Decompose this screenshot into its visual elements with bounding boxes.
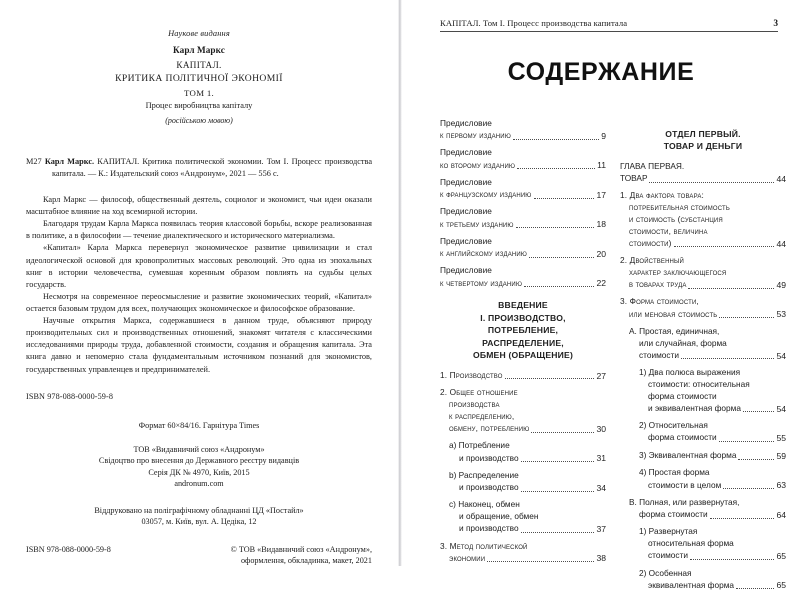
toc-entry-line [440,236,606,248]
toc-entry-line [620,267,786,279]
toc-entry-label: к распределению, [449,410,515,421]
toc-leader-dots [725,222,784,223]
toc-entry-label: b) Распределение [449,469,519,480]
toc-entry[interactable] [620,497,786,521]
colophon-footer [26,544,372,567]
toc-entry-line [440,189,606,201]
toc-entry-page: 17 [596,189,606,200]
toc-entry-label: 3. Метод политической [440,540,528,551]
toc-entry-label: Предисловие [440,265,492,276]
toc-leader-dots [529,256,594,258]
publisher-website: andronum.com [174,479,224,489]
copyright-block [231,544,372,567]
toc-entry-line [440,248,606,260]
toc-leader-dots [505,377,594,379]
imprint-language-note: (російською мовою) [165,116,233,126]
toc-entry-label: и стоимость (субстанция [629,213,723,224]
toc-entry-label: 1) Два полюса выражения [639,367,741,378]
toc-leader-dots [540,520,603,521]
toc-entry-page: 55 [776,433,786,444]
printing-address: 03057, м. Київ, вул. А. Цедіка, 12 [141,517,257,527]
toc-entry-label: стоимости [648,550,689,561]
toc-entry-label: в товарах труда [629,279,687,290]
copyright-line-1: © ТОВ «Видавничий союз «Андронум», [230,544,372,554]
toc-entry-line [440,499,606,511]
toc-leader-dots [520,396,604,397]
toc-leader-dots [688,287,773,289]
toc-entry-page: 18 [596,219,606,230]
toc-leader-dots [513,138,599,140]
toc-leader-dots [723,487,774,489]
toc-entry-line [440,440,606,452]
toc-entry-line [620,202,786,214]
toc-entry-line [440,277,606,289]
cip-rest: КАПИТАЛ. Критика политической экономии. Том I. Процесс производства капитала. — К.: Издательский союз «Андронум», 2021 — 556 с. [52,157,372,179]
toc-leader-dots [738,458,773,460]
toc-entry-line [620,497,786,509]
toc-leader-dots [729,346,784,347]
toc-leader-dots [494,215,604,216]
toc-entry-label: к английскому изданию [440,248,528,259]
toc-entry-line [440,159,606,171]
toc-leader-dots [521,460,594,462]
toc-entry[interactable] [620,326,786,362]
toc-entry-page: 9 [601,130,606,141]
toc-entry-line [440,118,606,130]
toc-entry-label: 1. Производство [440,370,503,381]
toc-entry-label: или меновая стоимость [629,308,718,319]
toc-entry-label: ТОВАР [620,173,648,184]
toc-leader-dots [710,429,784,430]
toc-group-heading-line: ПОТРЕБЛЕНИЕ, [487,325,559,336]
toc-leader-dots [521,531,594,533]
toc-leader-dots [710,517,774,519]
toc-entry-line [440,218,606,230]
toc-entry[interactable] [620,190,786,249]
toc-leader-dots [521,490,594,492]
toc-entry-label: ГЛАВА ПЕРВАЯ. [620,160,685,171]
toc-entry-line [440,523,606,535]
toc-entry-line [440,423,606,435]
toc-entry[interactable] [620,420,786,444]
toc-entry-page: 38 [596,553,606,564]
toc-entry[interactable] [440,387,606,435]
toc-entry-line [620,420,786,432]
toc-entry-line [620,579,786,591]
toc-entry-line [620,238,786,250]
toc-entry-label: 2. Двойственный [620,255,684,266]
isbn-upper: ISBN 978-088-0000-59-8 [26,391,114,401]
toc-entry-line [620,538,786,550]
toc-leader-dots [681,357,774,359]
copyright-line-2: оформлення, обкладинка, макет, 2021 [240,556,372,566]
publisher-name: ТОВ «Видавничий союз «Андронум» [133,444,265,454]
toc-entry[interactable] [440,177,606,201]
toc-entry-line [620,226,786,238]
toc-leader-dots [521,478,604,479]
toc-entry[interactable] [620,467,786,491]
toc-leader-dots [686,169,783,170]
toc-entry-line [440,147,606,159]
toc-leader-dots [522,508,604,509]
toc-leader-dots [742,376,783,377]
toc-entry[interactable] [440,118,606,142]
toc-entry-label: и производство [459,523,519,534]
printing-facility: Віддруковано на поліграфічному обладнанні ЦД «Постайл» [94,505,304,515]
toc-entry-line [620,450,786,462]
toc-entry-page: 44 [776,173,786,184]
toc-leader-dots [487,560,594,562]
toc-leader-dots [736,547,784,548]
toc-entry-line [620,173,786,185]
toc-entry-label: и обращение, обмен [459,511,539,522]
toc-entry-line [620,403,786,415]
toc-entry-label: к первому изданию [440,130,511,141]
toc-leader-dots [719,316,774,318]
toc-leader-dots [494,126,604,127]
toc-entry-page: 65 [776,580,786,591]
toc-entry[interactable] [440,499,606,535]
toc-entry-label: A. Простая, единичная, [629,325,720,336]
toc-entry-line [620,432,786,444]
cip-author: Карл Маркс. [44,157,95,167]
toc-entry[interactable] [620,568,786,592]
toc-entry[interactable] [440,440,606,464]
toc-entry-label: Предисловие [440,206,492,217]
toc-entry-line [620,296,786,308]
toc-leader-dots [706,199,784,200]
toc-leader-dots [699,535,783,536]
toc-entry-label: экономии [449,552,486,563]
toc-entry-line [620,190,786,202]
toc-entry-label: ко второму изданию [440,159,516,170]
toc-entry-page: 37 [596,523,606,534]
toc-leader-dots [494,156,604,157]
toc-entry-page: 20 [596,248,606,259]
toc-entry-label: форма стоимости [639,509,708,520]
toc-entry-label: 3. Форма стоимости, [620,296,699,307]
toc-entry-line [620,367,786,379]
toc-leader-dots [517,167,594,169]
toc-group-heading-line: ОТДЕЛ ПЕРВЫЙ. [665,129,741,139]
toc-entry-label: потребительная стоимость [629,202,730,213]
toc-entry[interactable] [440,206,606,230]
publisher-block [0,444,398,490]
toc-leader-dots [502,408,604,409]
toc-entry[interactable] [620,526,786,562]
toc-leader-dots [494,185,604,186]
toc-entry-page: 64 [776,509,786,520]
toc-entry-label: 2. Общее отношение [440,387,518,398]
toc-entry-line [620,467,786,479]
toc-group-heading [440,299,606,361]
toc-entry-line [440,177,606,189]
table-of-contents [440,118,786,597]
toc-entry-page: 22 [596,278,606,289]
annotation-block [26,194,372,376]
toc-entry[interactable] [440,236,606,260]
toc-entry-label: 3) Эквивалентная форма [639,450,737,461]
toc-leader-dots [741,505,783,506]
toc-entry-line [440,265,606,277]
toc-entry-label: и производство [459,482,519,493]
toc-leader-dots [712,476,784,477]
imprint-subtitle: Процес виробництва капіталу [145,101,253,111]
toc-entry-line [440,206,606,218]
toc-entry-label: форма стоимости [648,390,717,401]
toc-leader-dots [743,410,774,412]
toc-entry-page: 31 [596,453,606,464]
annotation-paragraph: Несмотря на современное переосмысление и развитие экономических теорий, «Капитал» остается базовым трудом для всех, получающих экономическое и философское образование. [26,291,372,313]
toc-entry-label: или случайная, форма [639,337,727,348]
toc-entry-line [620,479,786,491]
toc-entry-line [620,350,786,362]
toc-entry-label: и эквивалентная форма [648,403,741,413]
toc-leader-dots [534,197,594,199]
toc-entry-line [440,411,606,423]
toc-leader-dots [690,558,774,560]
toc-entry-label: относительная форма [648,538,734,549]
toc-entry-line [620,279,786,291]
toc-entry-line [440,511,606,523]
cip-record [26,156,372,180]
toc-entry-label: стоимости в целом [648,479,722,490]
toc-group-heading-line: РАСПРЕДЕЛЕНИЕ, [482,337,564,348]
toc-entry-line [440,370,606,382]
isbn-lower: ISBN 978-088-0000-59-8 [26,544,111,554]
toc-entry-line [440,130,606,142]
publisher-registry: Свідоцтво про внесення до Державного реєстру видавців [98,456,300,466]
toc-entry-line [440,452,606,464]
toc-leader-dots [736,587,774,589]
toc-entry-line [620,568,786,580]
toc-entry-line [620,509,786,521]
toc-group-heading-line: I. ПРОИЗВОДСТВО, [480,312,566,323]
toc-entry-page: 65 [776,551,786,561]
toc-entry-page: 11 [597,160,606,171]
toc-entry-page: 59 [776,450,786,461]
publisher-registry-series: Серія ДК № 4970, Київ, 2015 [148,467,250,477]
toc-entry-label: Предисловие [440,118,492,128]
toc-entry-page: 53 [776,309,786,320]
toc-entry[interactable] [620,296,786,320]
toc-entry-label: эквивалентная форма [648,579,735,590]
toc-entry-label: Предисловие [440,176,492,187]
toc-entry-label: стоимости) [629,237,672,248]
toc-leader-dots [516,226,594,228]
toc-entry-label: обмену, потреблению [449,423,530,434]
toc-entry[interactable] [620,255,786,291]
toc-entry-label: 2) Относительная [639,420,708,431]
toc-entry-page: 34 [596,482,606,493]
toc-entry-label: стоимости: относительная [648,379,750,390]
toc-group-heading-line: ВВЕДЕНИЕ [498,300,548,311]
printing-block [0,505,398,528]
toc-entry-line [440,482,606,494]
toc-entry-line [620,214,786,226]
imprint-volume: ТОМ 1. [183,87,215,98]
running-head [440,18,778,32]
left-page-colophon [0,0,398,566]
toc-leader-dots [674,245,774,247]
toc-entry-line [440,470,606,482]
annotation-paragraph: «Капитал» Карла Маркса перевернул экономическое развитие цивилизации и стал идеологической основой для кровопролитных массовых революций. Это одна из эпохальных книг в истории человечества, сумевшая коренным образом повлиять на судьбы целых государств. [26,243,372,289]
toc-entry-line [620,526,786,538]
cip-code: M27 [26,157,42,167]
toc-leader-dots [752,387,784,388]
toc-entry-page: 30 [596,423,606,434]
toc-column-right [620,118,786,597]
toc-entry-label: к третьему изданию [440,218,514,229]
toc-entry-line [440,541,606,553]
toc-column-left [440,118,606,597]
toc-entry-label: Предисловие [440,235,492,246]
toc-entry-line [620,255,786,267]
toc-entry[interactable] [620,367,786,415]
toc-entry[interactable] [440,265,606,289]
toc-entry-label: 1) Развернутая [639,526,698,537]
toc-entry-page: 49 [776,279,786,290]
toc-entry[interactable] [620,450,786,462]
toc-leader-dots [649,181,773,183]
toc-group-heading-line: ОБМЕН (ОБРАЩЕНИЕ) [472,350,574,361]
toc-entry-label: форма стоимости [648,432,717,443]
toc-leader-dots [728,275,783,276]
toc-entry-line [620,308,786,320]
right-page-contents [402,0,800,591]
toc-entry-line [440,399,606,411]
toc-leader-dots [686,264,784,265]
annotation-paragraph: Карл Маркс — философ, общественный деятель, социолог и экономист, чьи идеи оказали масштабное влияние на ход всемирной истории. [26,194,372,217]
toc-entry[interactable] [440,470,606,494]
toc-leader-dots [719,440,774,442]
toc-group-heading-line: ТОВАР И ДЕНЬГИ [663,141,743,152]
toc-entry-line [620,161,786,173]
imprint-block [0,28,398,126]
toc-leader-dots [701,305,784,306]
format-line: Формат 60×84/16. Гарнітура Times [138,420,260,430]
toc-leader-dots [719,399,784,400]
toc-entry-label: к французскому изданию [440,189,532,200]
toc-leader-dots [529,549,603,550]
toc-entry-label: к четвертому изданию [440,277,523,288]
toc-entry-label: и производство [459,452,519,463]
toc-leader-dots [494,274,604,275]
toc-entry-label: B. Полная, или развернутая, [629,496,740,507]
toc-leader-dots [531,431,593,433]
toc-entry-page: 54 [776,350,786,361]
toc-leader-dots [512,449,604,450]
imprint-author: Карл Маркс [173,44,225,55]
toc-leader-dots [721,334,783,335]
toc-entry-page: 44 [776,238,786,249]
toc-entry-line [620,379,786,391]
toc-entry-label: производства [449,399,500,410]
running-head-title: КАПІТАЛ. Том I. Процесс производства капитала [440,18,628,28]
annotation-paragraph: Научные открытия Маркса, содержавшиеся в данном труде, объясняют природу производительных сил и производственных отношений, знакомят читателя с классическими исследованиями природы труда, добавленной стоимости, создания и обращения капитала. Эта книга давно и непомерно стала фундаментальным источником познаний для экономистов, государственных управленцев и предпринимателей. [26,316,372,374]
toc-entry-page: 63 [776,480,786,491]
toc-entry-label: стоимости [639,349,680,360]
toc-entry-line [620,391,786,403]
toc-leader-dots [732,211,784,212]
toc-entry-label: стоимости, величина [629,225,708,236]
toc-leader-dots [516,419,603,420]
toc-entry-label: 2) Особенная [639,567,692,578]
page-number: 3 [773,19,778,29]
toc-entry-label: 1. Два фактора товара: [620,190,704,201]
toc-entry-label: c) Наконец, обмен [449,499,520,510]
annotation-paragraph: Благодаря трудам Карла Маркса появилась теория классовой борьбы, вскоре реализованная в политике, а в философии — течение диалектического и исторического материализма. [26,219,372,241]
toc-entry-page: 54 [776,403,786,414]
imprint-series: Наукове видання [168,29,230,38]
toc-entry-line [440,552,606,564]
imprint-title-line-2: КРИТИКА ПОЛІТИЧНОЇ ЭКОНОМІЇ [115,73,283,85]
toc-entry-label: Предисловие [440,147,492,158]
page-title: СОДЕРЖАНИЕ [507,58,695,86]
toc-entry-label: a) Потребление [449,440,510,451]
toc-entry[interactable] [440,541,606,565]
imprint-title-line-1: КАПІТАЛ. [176,59,222,70]
toc-entry-line [440,387,606,399]
toc-entry[interactable] [440,147,606,171]
toc-leader-dots [694,576,784,577]
toc-entry-label: 4) Простая форма [639,467,710,478]
toc-group-heading [620,128,786,153]
toc-leader-dots [710,234,784,235]
toc-entry-line [620,326,786,338]
toc-entry-label: характер заключающегося [629,267,727,277]
toc-leader-dots [524,285,594,287]
toc-entry[interactable] [620,161,786,185]
toc-leader-dots [494,244,604,245]
toc-entry-line [620,550,786,562]
toc-entry-page: 27 [596,370,606,381]
toc-entry-line [620,338,786,350]
toc-entry[interactable] [440,370,606,382]
